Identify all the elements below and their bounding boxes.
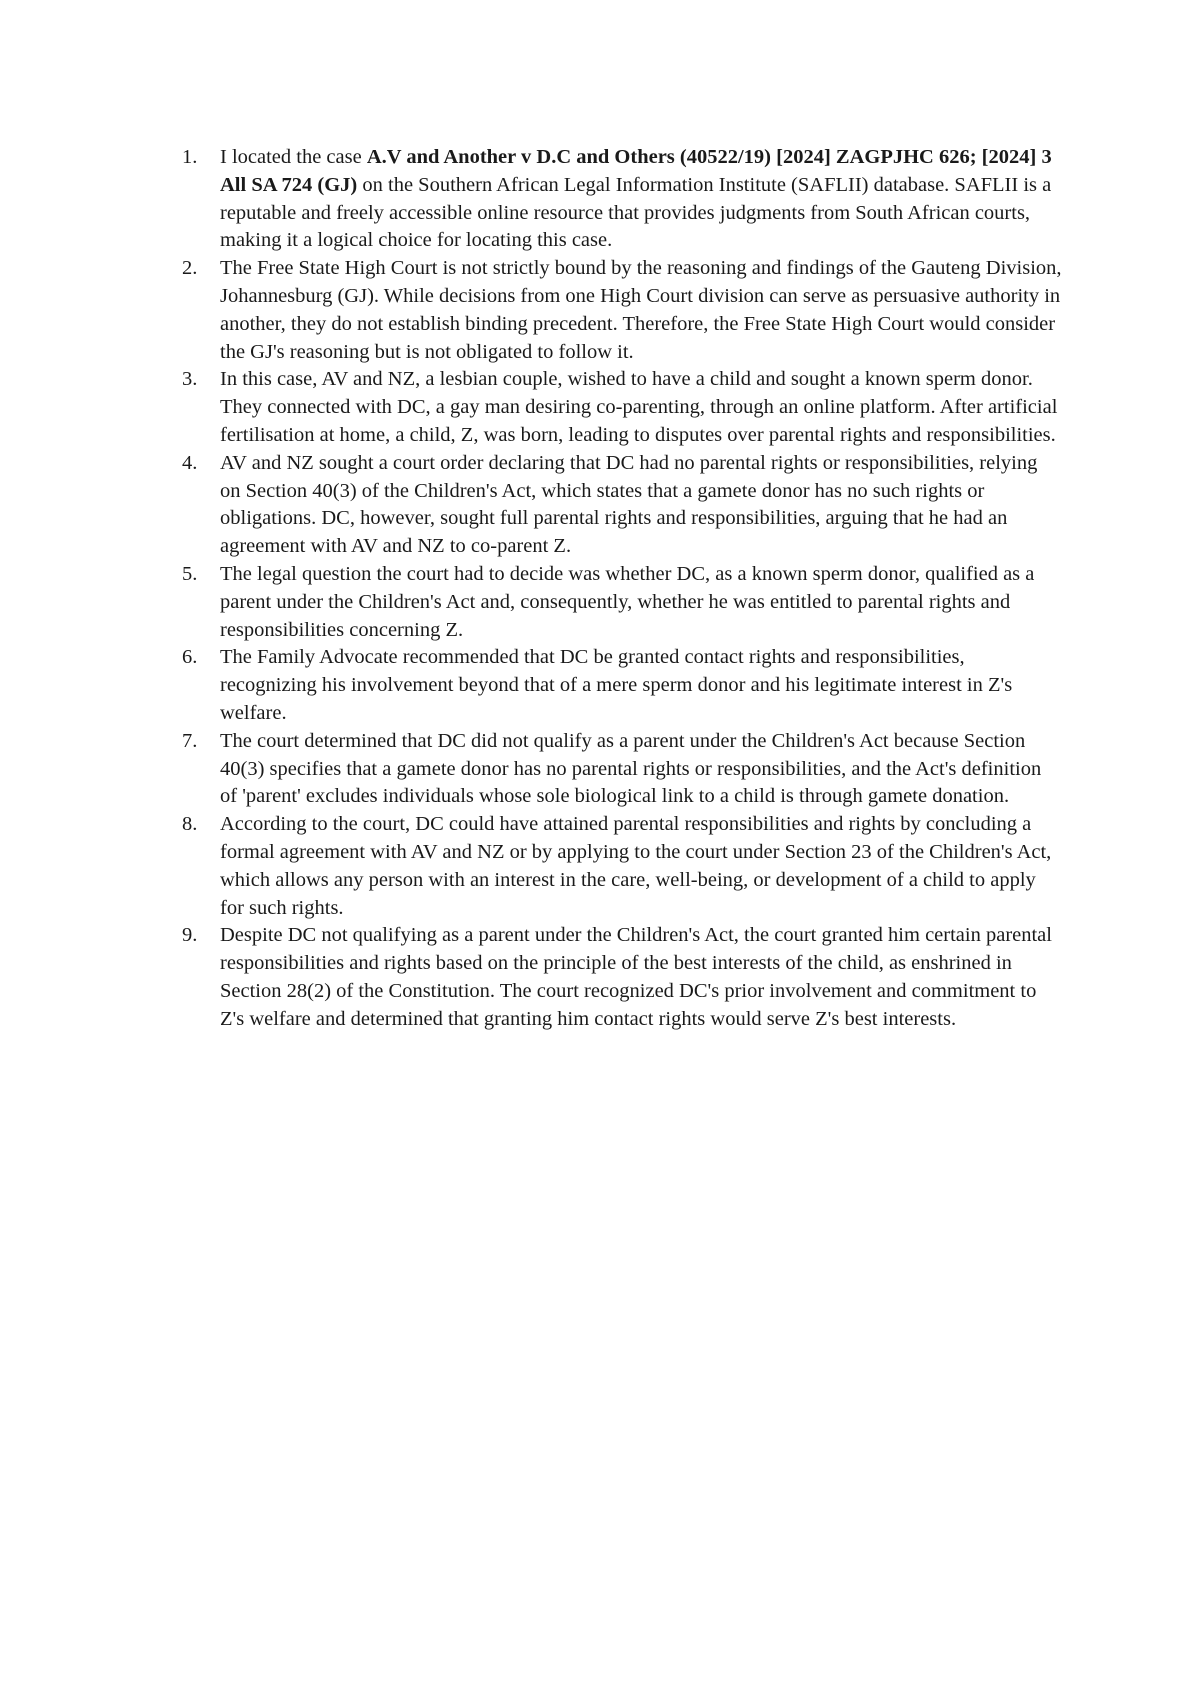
list-number: 1. bbox=[182, 146, 198, 168]
list-item-1 bbox=[182, 144, 1062, 255]
case-citation: A.V and Another v D.C and Others (40522/19) [2024] ZAGPJHC 626; [2024] 3 All SA 724 (GJ) bbox=[220, 146, 1052, 196]
item-text: AV and NZ sought a court order declaring that DC had no parental rights or responsibilities, relying on Section 40(3) of the Children's Act, which states that a gamete donor has no such rights or obligations. DC, however, sought full parental rights and responsibilities, arguing that he had an agreement with AV and NZ to co-parent Z. bbox=[220, 451, 1038, 558]
list-number: 9. bbox=[182, 924, 198, 947]
list-number: 5. bbox=[182, 562, 198, 585]
list-item-4 bbox=[182, 450, 1062, 561]
list-item-6 bbox=[182, 644, 1062, 727]
list-item-3 bbox=[182, 366, 1062, 449]
list-number: 4. bbox=[182, 451, 198, 474]
list-number: 6. bbox=[182, 646, 198, 669]
item-text: According to the court, DC could have attained parental responsibilities and rights by concluding a formal agreement with AV and NZ or by applying to the court under Section 23 of the Children's Act, which allows any person with an interest in the care, well-being, or development of a child to apply for such rights. bbox=[220, 813, 1052, 919]
list-number: 7. bbox=[182, 729, 198, 752]
item-text: The legal question the court had to decide was whether DC, as a known sperm donor, qualified as a parent under the Children's Act and, consequently, whether he was entitled to parental rights and responsibilities concerning Z. bbox=[220, 562, 1035, 641]
list-item-8 bbox=[182, 811, 1062, 922]
item-text: Despite DC not qualifying as a parent under the Children's Act, the court granted him certain parental responsibilities and rights based on the principle of the best interests of the child, as enshrined in Section 28(2) of the Constitution. The court recognized DC's prior involvement and commitment to Z's welfare and determined that granting him contact rights would serve Z's best interests. bbox=[220, 924, 1052, 1030]
list-number: 3. bbox=[182, 368, 198, 391]
item-text: The Family Advocate recommended that DC be granted contact rights and responsibilities, recognizing his involvement beyond that of a mere sperm donor and his legitimate interest in Z's welfare. bbox=[220, 646, 1013, 724]
list-number: 2. bbox=[182, 257, 198, 280]
item-text-rest: on the Southern African Legal Information Institute (SAFLII) database. SAFLII is a reputable and freely accessible online resource that provides judgments from South African courts, making it a logical choice for locating this case. bbox=[220, 173, 1052, 252]
item-text: In this case, AV and NZ, a lesbian couple, wished to have a child and sought a known sperm donor. They connected with DC, a gay man desiring co-parenting, through an online platform. After artificial fertilisation at home, a child, Z, was born, leading to disputes over parental rights and responsibilities. bbox=[220, 368, 1058, 446]
list-item-9 bbox=[182, 922, 1062, 1033]
list-item-7 bbox=[182, 728, 1062, 811]
item-text: The Free State High Court is not strictly bound by the reasoning and findings of the Gauteng Division, Johannesburg (GJ). While decisions from one High Court division can serve as persuasive authority in another, they do not establish binding precedent. Therefore, the Free State High Court would consider the GJ's reasoning but is not obligated to follow it. bbox=[220, 257, 1062, 363]
numbered-list bbox=[182, 144, 1062, 1034]
list-item-5 bbox=[182, 561, 1062, 644]
item-text: The court determined that DC did not qualify as a parent under the Children's Act because Section 40(3) specifies that a gamete donor has no parental rights or responsibilities, and the Act's definition of 'parent' excludes individuals whose sole biological link to a child is through gamete donation. bbox=[220, 729, 1042, 808]
list-item-2 bbox=[182, 255, 1062, 366]
item-text-intro: I located the case bbox=[220, 146, 367, 168]
list-number: 8. bbox=[182, 813, 198, 836]
